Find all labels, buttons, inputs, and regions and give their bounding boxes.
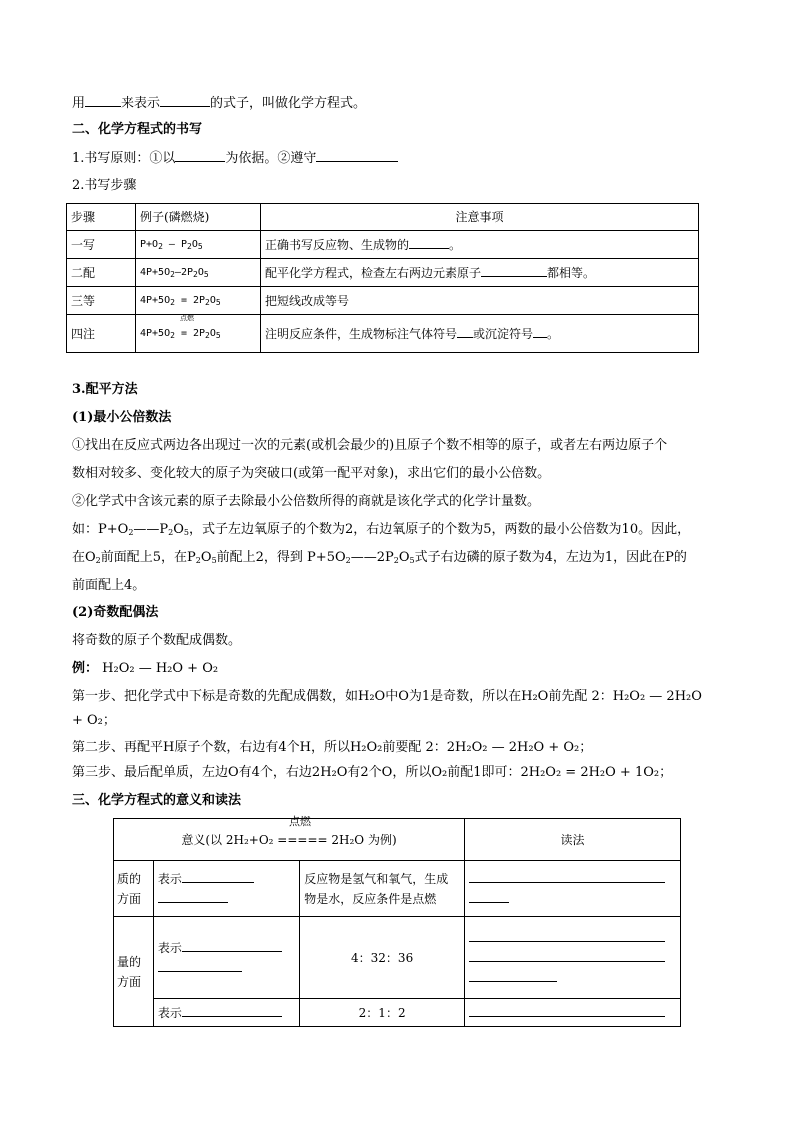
table-row: 三等 $4P+5O_2 = 2P_2O_5$ 把短线改成等号 — [67, 287, 699, 315]
method2-title: (2)奇数配偶法 — [72, 605, 159, 620]
section2-title: 二、化学方程式的书写 — [72, 122, 203, 137]
blank[interactable] — [182, 869, 254, 883]
table-row: 质的方面 表示 反应物是氢气和氧气，生成物是水，反应条件是点燃 — [114, 861, 681, 917]
paragraph: ②化学式中含该元素的原子去除最小公倍数所得的商就是该化学式的化学计量数。 — [72, 494, 541, 509]
principle-line: 1.书写原则：①以 为依据。②遵守 — [72, 148, 398, 169]
table-row: 一写 $P+O_2$ — $P_2O_5$ 正确书写反应物、生成物的 。 — [67, 231, 699, 259]
blank[interactable] — [533, 324, 547, 338]
blank[interactable] — [469, 889, 509, 903]
blank[interactable] — [469, 869, 665, 883]
condition-label: 点燃 — [289, 815, 311, 828]
blank[interactable] — [182, 1003, 282, 1017]
header-step: 步骤 — [67, 204, 136, 231]
intro-line: 用 来表示 的式子，叫做化学方程式。 — [72, 93, 366, 114]
blank[interactable] — [182, 938, 282, 952]
step-line: 第二步、再配平H原子个数，右边有4个H，所以H₂O₂前要配 2：2H₂O₂ — 2H₂O + O₂； — [72, 740, 593, 755]
example-line: 前面配上4。 — [72, 578, 146, 593]
blank[interactable] — [481, 263, 547, 277]
blank[interactable] — [469, 928, 665, 942]
blank[interactable] — [469, 948, 665, 962]
steps-title: 2.书写步骤 — [72, 178, 137, 193]
method1-title: (1)最小公倍数法 — [72, 410, 172, 425]
example-line: 如：$P+O_2——P_2O_5$，式子左边氧原子的个数为2，右边氧原子的个数为5，两数的最小公倍数为10。因此， — [72, 522, 691, 537]
table-row: 量的方面 表示 4：32：36 — [114, 917, 681, 999]
header-reading: 读法 — [465, 819, 681, 861]
step-line: 第三步、最后配单质，左边O有4个，右边2H₂O有2个O，所以O₂前配1即可：2H₂O₂ = 2H₂O + 1O₂； — [72, 765, 673, 780]
blank[interactable] — [175, 148, 225, 162]
example-line: 例： H₂O₂ — H₂O + O₂ — [72, 661, 219, 676]
condition-label: 点燃 — [180, 313, 194, 322]
step-line: + O₂； — [72, 713, 116, 728]
blank[interactable] — [158, 958, 242, 972]
step-line: 第一步、把化学式中下标是奇数的先配成偶数，如H₂O中O为1是奇数，所以在H₂O前先配 2：H₂O₂ — 2H₂O — [72, 689, 702, 704]
blank[interactable] — [409, 235, 449, 249]
section3-title: 3.配平方法 — [72, 382, 138, 397]
blank[interactable] — [160, 93, 210, 107]
blank[interactable] — [85, 93, 121, 107]
table-row: 表示 2：1：2 — [114, 999, 681, 1027]
section4-title: 三、化学方程式的意义和读法 — [72, 793, 242, 808]
paragraph: 将奇数的原子个数配成偶数。 — [72, 633, 242, 648]
blank[interactable] — [469, 1003, 665, 1017]
meaning-table — [113, 815, 681, 1027]
blank[interactable] — [316, 148, 398, 162]
table-row: 二配 $4P+5O_2—2P_2O_5$ 配平化学方程式，检查左右两边元素原子 都相等。 — [67, 259, 699, 287]
table-row: 四注 点燃 $4P+5O_2 = 2P_2O_5$ 注明反应条件，生成物标注气体符号 或沉淀符号 。 — [67, 315, 699, 353]
header-example: 例子(磷燃烧) — [136, 204, 261, 231]
blank[interactable] — [457, 324, 473, 338]
example-line: 在$O_2$前面配上5，在$P_2O_5$前配上2，得到 $P+5O_2——2P_2O_5$式子右边磷的原子数为4，左边为1，因此在P的 — [72, 550, 687, 565]
blank[interactable] — [158, 889, 228, 903]
blank[interactable] — [469, 968, 557, 982]
steps-table — [66, 203, 699, 353]
header-meaning: 意义(以 2H₂+O₂ ===== 2H₂O 为例) — [181, 832, 397, 847]
header-note: 注意事项 — [261, 204, 699, 231]
paragraph: 数相对较多、变化较大的原子为突破口(或第一配平对象)，求出它们的最小公倍数。 — [72, 466, 551, 481]
paragraph: ①找出在反应式两边各出现过一次的元素(或机会最少的)且原子个数不相等的原子，或者左右两边原子个 — [72, 438, 668, 453]
